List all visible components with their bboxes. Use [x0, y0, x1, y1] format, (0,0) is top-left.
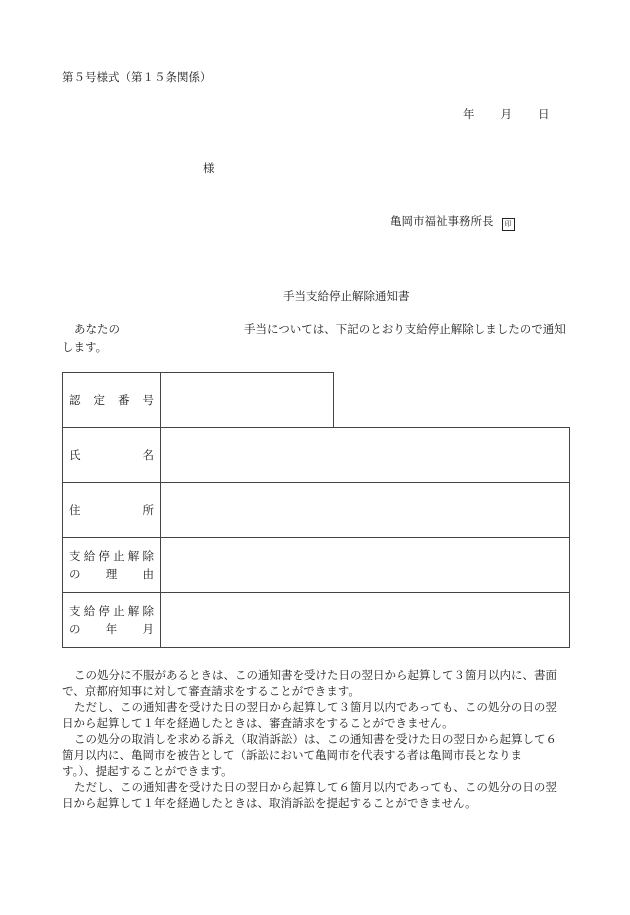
date-month-label: 月: [500, 107, 512, 121]
intro-line-1: [74, 321, 566, 337]
intro-start: あなたの: [74, 322, 120, 336]
date-label-top: 支 給 停 止 解 除: [69, 604, 154, 618]
seal-mark: 印: [502, 218, 515, 231]
recipient-honorific: 様: [203, 161, 215, 175]
name-label-cell: [62, 427, 161, 483]
reason-label-cell: [62, 537, 161, 593]
reason-value-cell: [160, 537, 570, 593]
cert-number-label: 認 定 番 号: [69, 393, 154, 407]
date-label-cell: [62, 592, 161, 648]
note-3-line-2: 箇月以内に、亀岡市を被告として（訴訟において亀岡市を代表する者は亀岡市長となりま: [62, 748, 522, 762]
date-label-bottom: の 年 月: [69, 622, 154, 636]
date-line: [463, 106, 550, 122]
reason-label-bottom: の 理 由: [69, 567, 154, 581]
note-2-line-2: 日から起算して１年を経過したときは、審査請求をすることができません。: [62, 716, 454, 730]
date-year-label: 年: [463, 107, 475, 121]
date-day-label: 日: [538, 107, 550, 121]
date-value-cell: [160, 592, 570, 648]
note-3-line-1: この処分の取消しを求める訴え（取消訴訟）は、この通知書を受けた日の翌日から起算して６: [74, 732, 557, 746]
intro-end: 手当については、下記のとおり支給停止解除しましたので通知: [244, 322, 566, 336]
note-4-line-2: 日から起算して１年を経過したときは、取消訴訟を提起することができません。: [62, 796, 477, 810]
address-label-cell: [62, 482, 161, 538]
note-2-line-1: ただし、この通知書を受けた日の翌日から起算して３箇月以内であっても、この処分の日の翌: [74, 700, 557, 714]
issuer-name: 亀岡市福祉事務所長: [390, 214, 494, 228]
cert-number-value-cell: [160, 372, 334, 428]
note-4-line-1: ただし、この通知書を受けた日の翌日から起算して６箇月以内であっても、この処分の日の翌: [74, 780, 557, 794]
cert-number-label-cell: [62, 372, 161, 428]
note-1-line-1: この処分に不服があるときは、この通知書を受けた日の翌日から起算して３箇月以内に、書面: [74, 668, 557, 682]
note-3-line-3: す。）、提起することができます。: [62, 764, 233, 778]
address-label: 住 所: [69, 503, 154, 517]
issuer-line: [390, 213, 515, 231]
name-label: 氏 名: [69, 448, 154, 462]
form-number: 第５号様式（第１５条関係）: [62, 70, 212, 84]
address-value-cell: [160, 482, 570, 538]
document-title: 手当支給停止解除通知書: [283, 289, 410, 303]
name-value-cell: [160, 427, 570, 483]
intro-line-2: します。: [62, 340, 108, 354]
note-1-line-2: で、京都府知事に対して審査請求をすることができます。: [62, 684, 360, 698]
appeal-notes: [62, 667, 582, 811]
reason-label-top: 支 給 停 止 解 除: [69, 549, 154, 563]
